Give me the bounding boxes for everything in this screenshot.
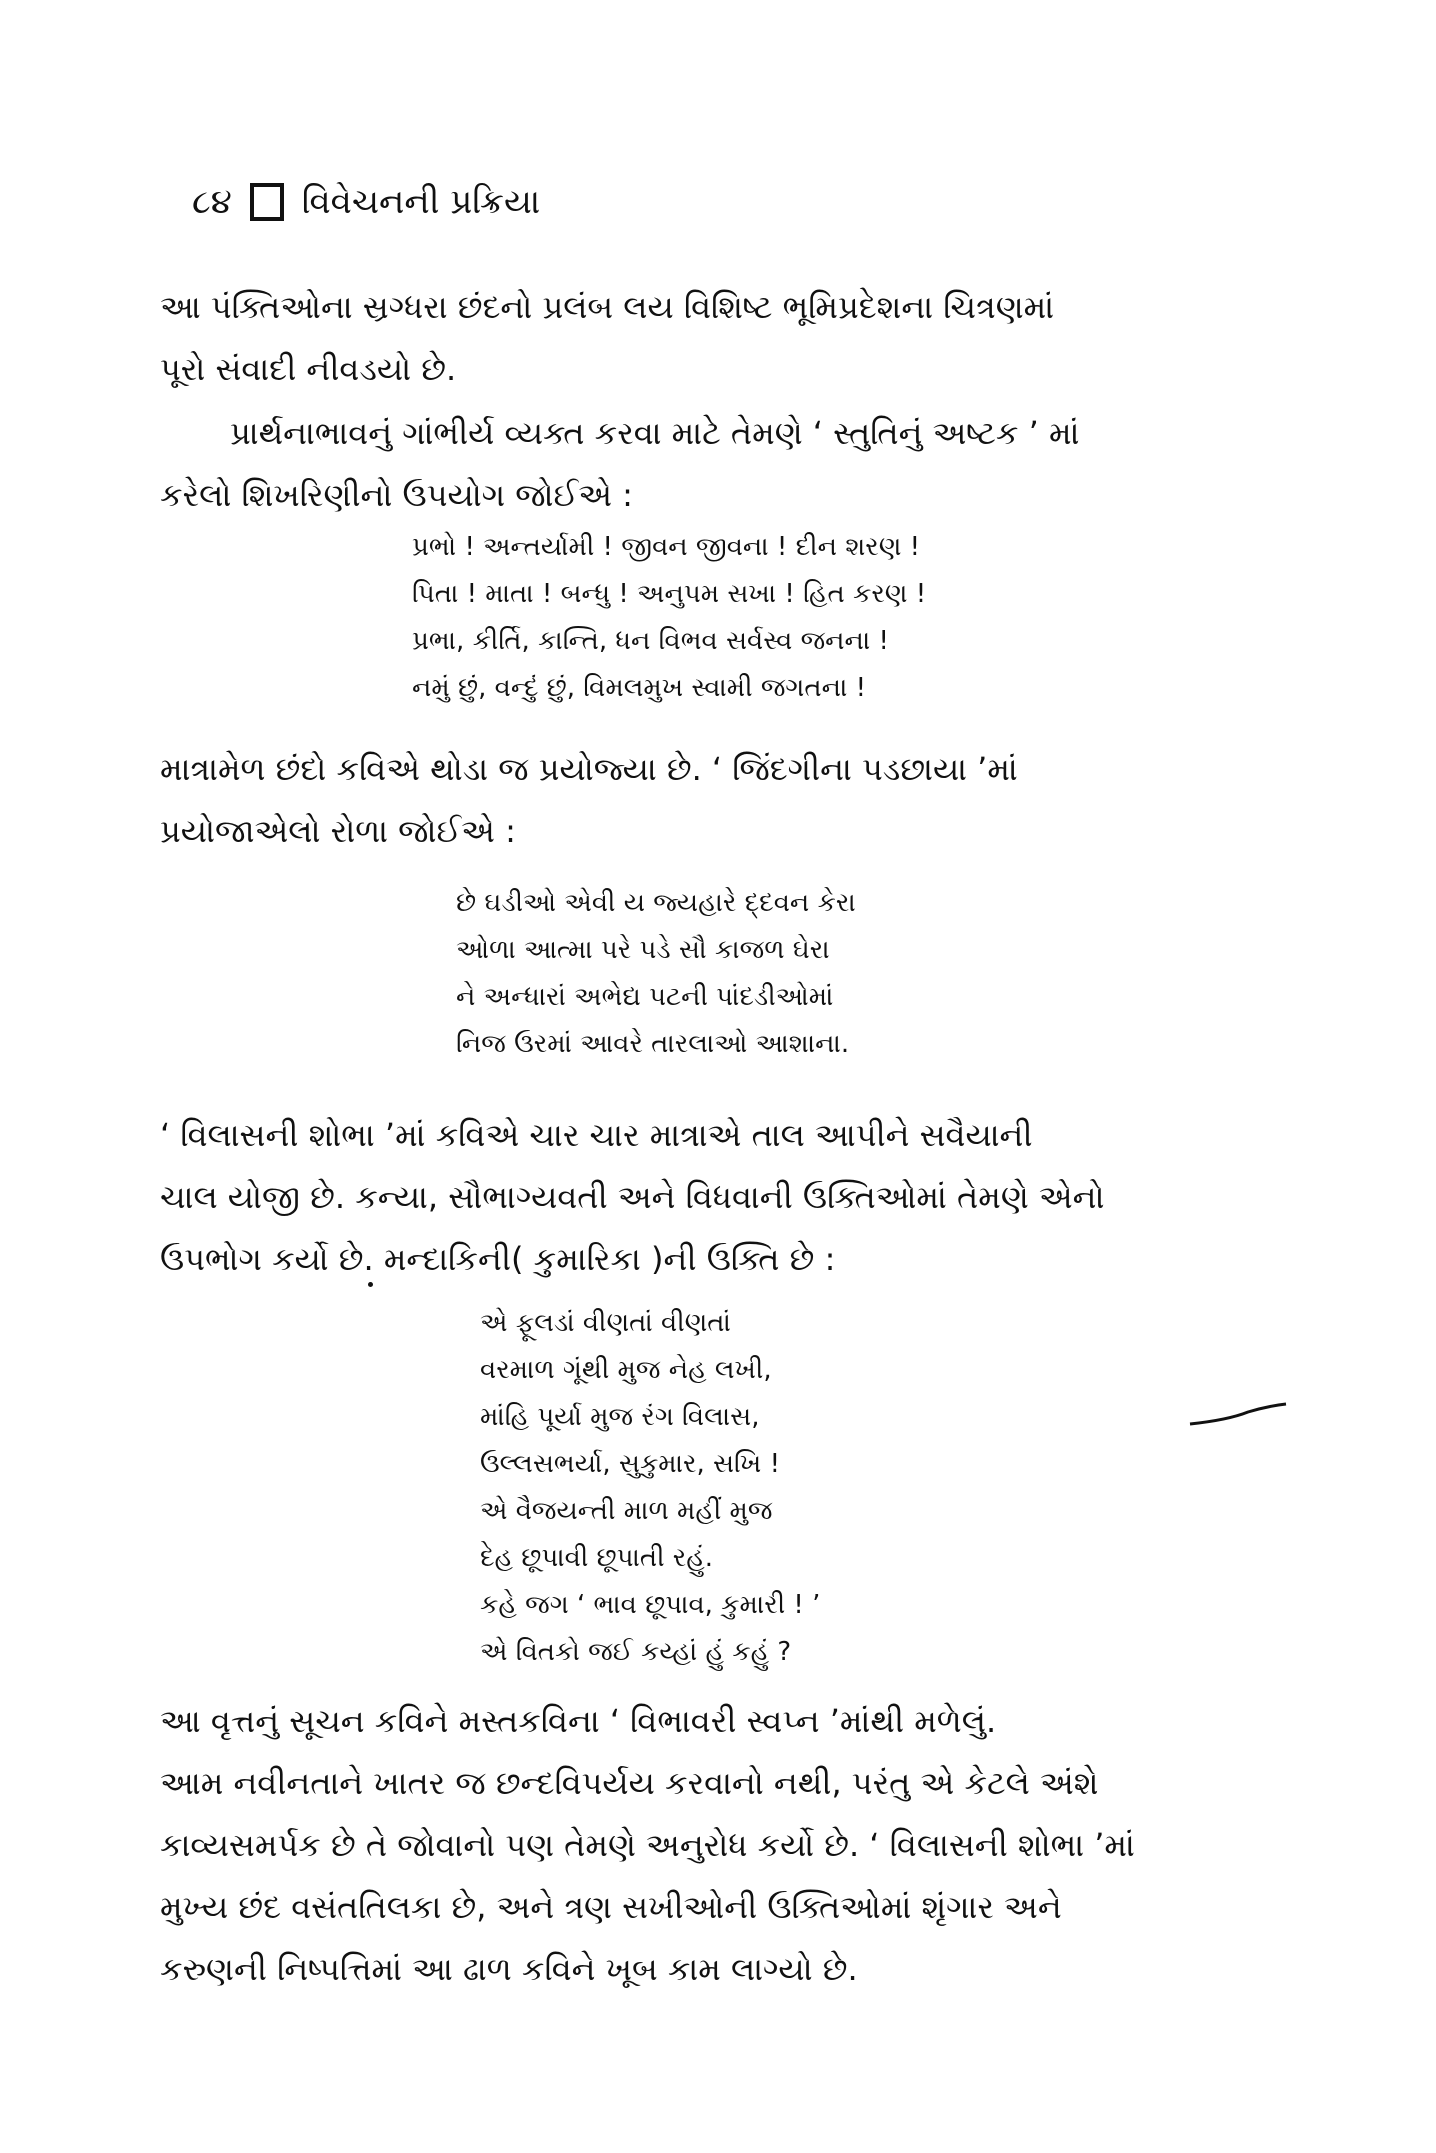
text-line: આ વૃત્તનું સૂચન કવિને મસ્તકવિના ‘ વિભાવરી સ્વપ્ન ’માંથી મળેલું. xyxy=(160,1702,997,1740)
verse-rola xyxy=(456,880,856,1068)
verse-mandakini xyxy=(480,1300,820,1676)
verse-line: દેહ છૂપાવી છૂપાતી રહું. xyxy=(480,1543,713,1573)
verse-line: એ વૈજયન્તી માળ મહીં મુજ xyxy=(480,1496,773,1526)
verse-line: પ્રભો ! અન્તર્યામી ! જીવન જીવના ! દીન શરણ ! xyxy=(412,532,921,562)
text-line: મુખ્ય છંદ વસંતતિલકા છે, અને ત્રણ સખીઓની ઉક્તિઓમાં શૃંગાર અને xyxy=(160,1888,1062,1926)
text-line: પૂરો સંવાદી નીવડયો છે. xyxy=(160,350,457,388)
verse-line: માંહિ પૂર્યા મુજ રંગ વિલાસ, xyxy=(480,1402,760,1432)
text-line: આ પંક્તિઓના સ્રગ્ધરા છંદનો પ્રલંબ લય વિશિષ્ટ ભૂમિપ્રદેશના ચિત્રણમાં xyxy=(160,288,1055,326)
page-number: ૮૪ xyxy=(192,182,232,222)
verse-line: ઓળા આત્મા પરે પડે સૌ કાજળ ઘેરા xyxy=(456,935,830,965)
verse-line: પિતા ! માતા ! બન્ધુ ! અનુપમ સખા ! હિત કરણ ! xyxy=(412,579,927,609)
verse-line: એ વિતકો જઈ કય્હાં હું કહું ? xyxy=(480,1637,792,1667)
text-line: આમ નવીનતાને ખાતર જ છન્દવિપર્યય કરવાનો નથી, પરંતુ એ કેટલે અંશે xyxy=(160,1764,1099,1802)
verse-stotra xyxy=(412,524,926,712)
verse-line: નમું છું, વન્દું છું, વિમલમુખ સ્વામી જગતના ! xyxy=(412,673,867,703)
verse-line: કહે જગ ‘ ભાવ છૂપાવ, કુમારી ! ’ xyxy=(480,1590,821,1620)
square-ornament-icon xyxy=(250,183,284,221)
running-header xyxy=(192,182,540,222)
text-line: ચાલ યોજી છે. કન્યા, સૌભાગ્યવતી અને વિધવાની ઉક્તિઓમાં તેમણે એનો xyxy=(160,1178,1105,1216)
verse-line: નિજ ઉરમાં આવરે તારલાઓ આશાના. xyxy=(456,1029,850,1059)
paragraph-5 xyxy=(160,1690,1290,2000)
ink-stroke-mark xyxy=(1188,1400,1288,1430)
text-line: ‘ વિલાસની શોભા ’માં કવિએ ચાર ચાર માત્રાએ તાલ આપીને સવૈયાની xyxy=(160,1116,1033,1154)
paragraph-1 xyxy=(160,276,1290,400)
paragraph-3 xyxy=(160,738,1290,862)
paragraph-2 xyxy=(160,402,1290,526)
verse-line: ઉલ્લસભર્યા, સુકુમાર, સખિ ! xyxy=(480,1449,780,1479)
text-line: પ્રયોજાએલો રોળા જોઈએ : xyxy=(160,812,516,850)
running-title: વિવેચનની પ્રક્રિયા xyxy=(301,182,541,222)
verse-line: છે ઘડીઓ એવી ય જ્યહારે દ્દવન કેરા xyxy=(456,888,856,918)
stray-dot xyxy=(368,1282,373,1287)
paragraph-4 xyxy=(160,1104,1290,1290)
text-line: માત્રામેળ છંદો કવિએ થોડા જ પ્રયોજ્યા છે. ‘ જિંદગીના પડછાયા ’માં xyxy=(160,750,1018,788)
text-line: કાવ્યસમર્પક છે તે જોવાનો પણ તેમણે અનુરોધ કર્યો છે. ‘ વિલાસની શોભા ’માં xyxy=(160,1826,1135,1864)
text-line: કરેલો શિખરિણીનો ઉપયોગ જોઈએ : xyxy=(160,476,633,514)
text-line: કરુણની નિષ્પત્તિમાં આ ઢાળ કવિને ખૂબ કામ લાગ્યો છે. xyxy=(160,1950,858,1988)
text-line: ઉપભોગ કર્યો છે. મન્દાકિની( કુમારિકા )ની ઉક્તિ છે : xyxy=(160,1240,836,1278)
verse-line: ને અન્ધારાં અભેદ્ય પટની પાંદડીઓમાં xyxy=(456,982,834,1012)
text-line: પ્રાર્થનાભાવનું ગાંભીર્ય વ્યક્ત કરવા માટે તેમણે ‘ સ્તુતિનું અષ્ટક ’ માં xyxy=(230,414,1080,452)
verse-line: પ્રભા, કીર્તિ, કાન્તિ, ધન વિભવ સર્વસ્વ જનના ! xyxy=(412,626,889,656)
verse-line: વરમાળ ગૂંથી મુજ નેહ લખી, xyxy=(480,1355,772,1385)
verse-line: એ ફૂલડાં વીણતાં વીણતાં xyxy=(480,1308,731,1338)
